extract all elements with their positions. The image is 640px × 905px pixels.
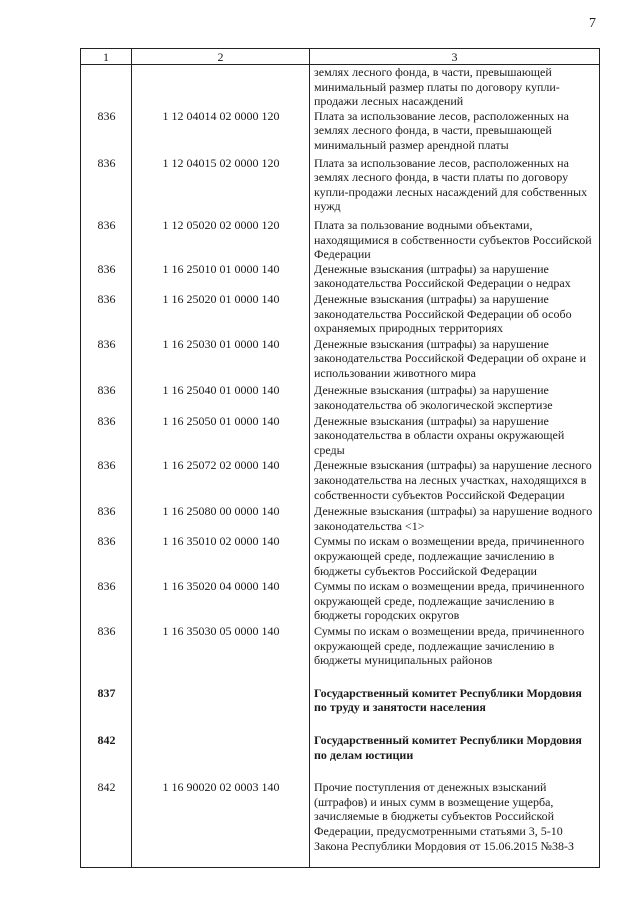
revenue-code-cell: 1 16 25030 01 0000 140 (132, 336, 310, 381)
revenue-code-cell (132, 668, 310, 715)
revenue-code-cell: 1 16 90020 02 0003 140 (132, 762, 310, 867)
administrator-code-cell: 837 (81, 668, 132, 715)
administrator-code-cell: 842 (81, 715, 132, 762)
revenue-name-cell: Денежные взыскания (штрафы) за нарушение законодательства Российской Федерации об особо охраняемых природных территориях (310, 291, 600, 336)
table-body (81, 65, 600, 868)
column-header-1: 1 (81, 49, 132, 65)
revenue-name-cell: Прочие поступления от денежных взысканий (штрафов) и иных сумм в возмещение ущерба, зачисляемые в бюджеты субъектов Российской Федерации, предусмотренными статьями 3, 5-10 Закона Республики Мордовия от 15.06.2015 №38-З (310, 762, 600, 867)
administrator-code-cell: 836 (81, 578, 132, 623)
revenue-code-cell: 1 16 25072 02 0000 140 (132, 457, 310, 502)
table-row (81, 668, 600, 715)
table-row (81, 578, 600, 623)
table-row (81, 380, 600, 412)
revenue-name-cell: Плата за использование лесов, расположенных на землях лесного фонда, в части платы по договору купли-продажи лесных насаждений для собственных нужд (310, 153, 600, 214)
revenue-code-cell: 1 16 25050 01 0000 140 (132, 413, 310, 458)
administrator-code-cell: 836 (81, 153, 132, 214)
revenue-name-cell: Денежные взыскания (штрафы) за нарушение законодательства Российской Федерации об охране и использовании животного мира (310, 336, 600, 381)
revenue-code-cell: 1 16 35030 05 0000 140 (132, 623, 310, 668)
revenue-code-cell: 1 16 35010 02 0000 140 (132, 533, 310, 578)
revenue-code-cell: 1 16 25020 01 0000 140 (132, 291, 310, 336)
revenue-name-cell: Денежные взыскания (штрафы) за нарушение водного законодательства <1> (310, 502, 600, 533)
revenue-name-cell: Плата за использование лесов, расположенных на землях лесного фонда, в части, превышающей минимальный размер арендной платы (310, 109, 600, 153)
table-row (81, 502, 600, 533)
table-row (81, 214, 600, 262)
administrator-code-cell: 836 (81, 214, 132, 262)
revenue-name-cell: Государственный комитет Республики Мордовия по делам юстиции (310, 715, 600, 762)
revenue-name-cell: Суммы по искам о возмещении вреда, причиненного окружающей среде, подлежащие зачислению в бюджеты субъектов Российской Федерации (310, 533, 600, 578)
column-header-3: 3 (310, 49, 600, 65)
administrator-code-cell: 836 (81, 413, 132, 458)
revenue-name-cell: Государственный комитет Республики Мордовия по труду и занятости населения (310, 668, 600, 715)
table-row (81, 533, 600, 578)
administrator-code-cell: 836 (81, 623, 132, 668)
table-row (81, 109, 600, 153)
administrator-code-cell: 836 (81, 109, 132, 153)
revenue-code-cell (132, 65, 310, 109)
revenue-code-cell: 1 16 35020 04 0000 140 (132, 578, 310, 623)
administrator-code-cell: 836 (81, 291, 132, 336)
revenue-code-cell: 1 16 25010 01 0000 140 (132, 262, 310, 291)
table-row (81, 291, 600, 336)
revenue-code-cell: 1 12 04014 02 0000 120 (132, 109, 310, 153)
administrator-code-cell: 836 (81, 533, 132, 578)
revenue-code-cell: 1 12 04015 02 0000 120 (132, 153, 310, 214)
table-row (81, 457, 600, 502)
column-number-header-row (81, 49, 600, 65)
revenue-code-cell: 1 12 05020 02 0000 120 (132, 214, 310, 262)
administrator-code-cell: 836 (81, 502, 132, 533)
revenue-name-cell: Денежные взыскания (штрафы) за нарушение лесного законодательства на лесных участках, находящихся в собственности субъектов Российской Федерации (310, 457, 600, 502)
table-row (81, 336, 600, 381)
administrator-code-cell: 836 (81, 380, 132, 412)
revenue-code-cell: 1 16 25080 00 0000 140 (132, 502, 310, 533)
table-row (81, 153, 600, 214)
revenue-code-cell: 1 16 25040 01 0000 140 (132, 380, 310, 412)
table-row (81, 65, 600, 109)
administrator-code-cell: 842 (81, 762, 132, 867)
revenue-name-cell: Плата за пользование водными объектами, находящимися в собственности субъектов Российской Федерации (310, 214, 600, 262)
column-header-2: 2 (132, 49, 310, 65)
revenue-code-table (80, 48, 600, 868)
revenue-name-cell: Денежные взыскания (штрафы) за нарушение законодательства в области охраны окружающей среды (310, 413, 600, 458)
administrator-code-cell (81, 65, 132, 109)
administrator-code-cell: 836 (81, 457, 132, 502)
revenue-name-cell: Суммы по искам о возмещении вреда, причиненного окружающей среде, подлежащие зачислению в бюджеты муниципальных районов (310, 623, 600, 668)
administrator-code-cell: 836 (81, 336, 132, 381)
table-row (81, 715, 600, 762)
table-row (81, 762, 600, 867)
page-number: 7 (589, 16, 596, 31)
table-row (81, 262, 600, 291)
table-row (81, 623, 600, 668)
revenue-name-cell: Денежные взыскания (штрафы) за нарушение законодательства об экологической экспертизе (310, 380, 600, 412)
revenue-name-cell: землях лесного фонда, в части, превышающей минимальный размер платы по договору купли-продажи лесных насаждений (310, 65, 600, 109)
revenue-name-cell: Суммы по искам о возмещении вреда, причиненного окружающей среде, подлежащие зачислению в бюджеты городских округов (310, 578, 600, 623)
administrator-code-cell: 836 (81, 262, 132, 291)
revenue-code-cell (132, 715, 310, 762)
table-row (81, 413, 600, 458)
revenue-name-cell: Денежные взыскания (штрафы) за нарушение законодательства Российской Федерации о недрах (310, 262, 600, 291)
